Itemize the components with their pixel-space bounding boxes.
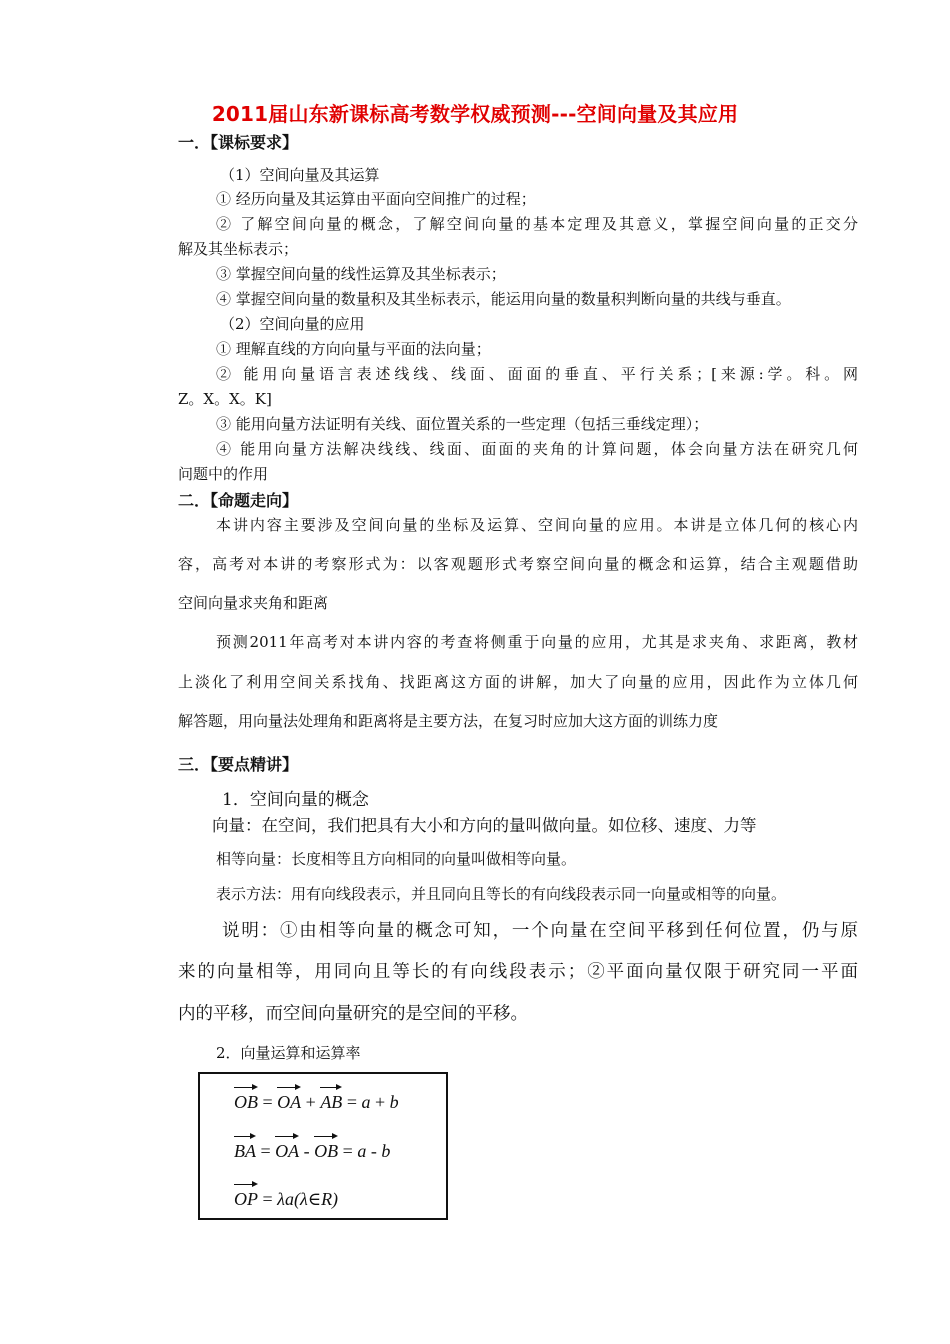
text-line: 解及其坐标表示； — [178, 240, 299, 258]
vector-b: b — [389, 1092, 399, 1112]
formula-1: OB = OA + AB = a + b — [234, 1092, 399, 1112]
text-line: （2）空间向量的应用 — [220, 315, 365, 333]
section-heading-1: 一．【课标要求】 — [178, 133, 299, 152]
text-line: ③ 能用向量方法证明有关线、面位置关系的一些定理（包括三垂线定理）； — [216, 415, 709, 433]
section-heading-3: 三．【要点精讲】 — [178, 755, 299, 774]
vector-AB: AB — [320, 1092, 343, 1112]
text-line: ③ 掌握空间向量的线性运算及其坐标表示； — [216, 265, 506, 283]
vector-OB: OB — [314, 1141, 339, 1161]
text-line: ① 理解直线的方向向量与平面的法向量； — [216, 340, 491, 358]
subheading: 2．向量运算和运算率 — [216, 1044, 361, 1062]
page-title: 2011届山东新课标高考数学权威预测---空间向量及其应用 — [211, 102, 739, 126]
text-line: 内的平移，而空间向量研究的是空间的平移。 — [178, 1004, 528, 1024]
text-line: 问题中的作用 — [178, 465, 269, 483]
text-line: 向量：在空间，我们把具有大小和方向的量叫做向量。如位移、速度、力等 — [212, 816, 757, 835]
vector-OP: OP — [234, 1189, 258, 1209]
section-heading-2: 二．【命题走向】 — [178, 491, 299, 510]
vector-OA: OA — [277, 1092, 302, 1112]
text-line: ② 能用向量语言表述线线、线面、面面的垂直、平行关系；[来源:学。科。网 — [216, 365, 858, 383]
text-line: 来的向量相等，用同向且等长的有向线段表示；②平面向量仅限于研究同一平面 — [178, 962, 858, 982]
text-line: 表示方法：用有向线段表示，并且同向且等长的有向线段表示同一向量或相等的向量。 — [216, 885, 787, 903]
text-line: Z。X。X。K] — [178, 390, 272, 408]
formula-2: BA = OA - OB = a - b — [234, 1141, 391, 1161]
text-line: 预测2011年高考对本讲内容的考查将侧重于向量的应用，尤其是求夹角、求距离，教材 — [216, 633, 858, 651]
text-line: 上淡化了利用空间关系找角、找距离这方面的讲解，加大了向量的应用，因此作为立体几何 — [178, 673, 858, 691]
vector-BA: BA — [234, 1141, 256, 1161]
formula-box — [198, 1072, 448, 1220]
vector-b: b — [381, 1141, 391, 1161]
text-line: ① 经历向量及其运算由平面向空间推广的过程； — [216, 190, 536, 208]
vector-a: a — [361, 1092, 371, 1112]
text-line: 本讲内容主要涉及空间向量的坐标及运算、空间向量的应用。本讲是立体几何的核心内 — [216, 516, 858, 534]
text-line: ④ 掌握空间向量的数量积及其坐标表示，能运用向量的数量积判断向量的共线与垂直。 — [216, 290, 791, 308]
text-line: 空间向量求夹角和距离 — [178, 594, 329, 612]
vector-OB: OB — [234, 1092, 258, 1112]
formula-3: OP = λa(λ∈R) — [234, 1189, 339, 1209]
formula-3-rhs: λa(λ∈R) — [277, 1189, 339, 1209]
text-line: ④ 能用向量方法解决线线、线面、面面的夹角的计算问题，体会向量方法在研究几何 — [216, 440, 858, 458]
text-line: 容，高考对本讲的考察形式为：以客观题形式考察空间向量的概念和运算，结合主观题借助 — [178, 555, 858, 573]
text-line: 解答题，用向量法处理角和距离将是主要方法，在复习时应加大这方面的训练力度 — [178, 712, 719, 730]
vector-OA: OA — [275, 1141, 300, 1161]
subheading: 1．空间向量的概念 — [222, 790, 369, 810]
text-line: ② 了解空间向量的概念，了解空间向量的基本定理及其意义，掌握空间向量的正交分 — [216, 215, 858, 233]
text-line: （1）空间向量及其运算 — [220, 166, 380, 184]
text-line: 相等向量：长度相等且方向相同的向量叫做相等向量。 — [216, 850, 577, 868]
text-line: 说明：①由相等向量的概念可知，一个向量在空间平移到任何位置，仍与原 — [222, 921, 858, 941]
vector-a: a — [357, 1141, 367, 1161]
